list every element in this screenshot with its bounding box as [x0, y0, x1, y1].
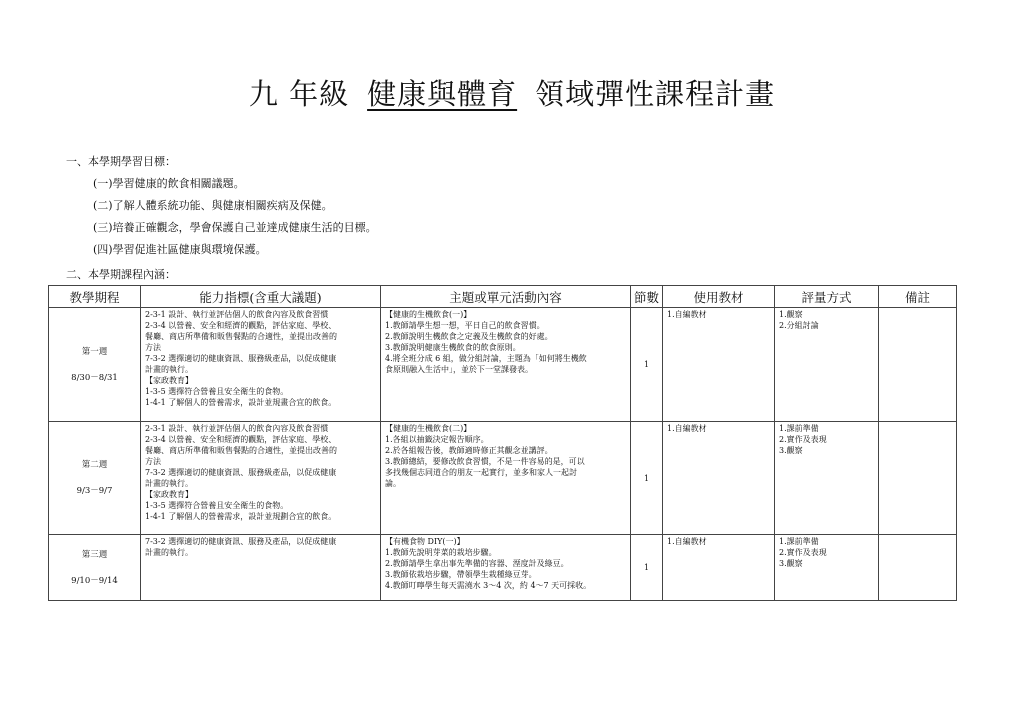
content-line: 3.教師說明健康生機飲食的飲食原則。 [385, 343, 521, 352]
goal-3: (三)培養正確觀念，學會保護自己並達成健康生活的目標。 [93, 221, 377, 234]
week-dates: 9/3－9/7 [76, 486, 113, 496]
week-dates: 9/10－9/14 [71, 575, 118, 586]
indicator-line: 2-3-4 以營養、安全和經濟的觀點，評估家庭、學校、 [145, 435, 337, 444]
title-grade: 九 年級 [248, 77, 350, 111]
content-line: 多找幾個志同道合的朋友一起實行，並多和家人一起討 [385, 468, 577, 477]
header-notes: 備註 [879, 286, 957, 308]
indicator-line: 計畫的執行。 [145, 365, 193, 374]
assessment-line: 2.分組討論 [779, 321, 819, 330]
indicator-line: 1-4-1 了解個人的營養需求，設計並規劃合宜的飲食。 [145, 512, 337, 521]
week-cell [49, 535, 141, 601]
goal-4: (四)學習促進社區健康與環境保護。 [93, 243, 267, 256]
goal-2: (二)了解人體系統功能、與健康相關疾病及保健。 [93, 199, 333, 212]
indicator-line: 餐廳、商店所準備和販售餐點的合適性，並提出改善的 [145, 332, 337, 341]
materials-cell [663, 422, 775, 535]
title-domain: 健康與體育 [367, 77, 518, 111]
indicator-line: 7-3-2 選擇適切的健康資訊、服務級產品，以促成健康 [145, 354, 337, 363]
indicators-cell [141, 535, 381, 601]
periods-cell: 1 [631, 422, 663, 535]
table-row [49, 422, 957, 535]
assessment-cell [775, 535, 879, 601]
content-line: 【健康的生機飲食(二)】 [385, 424, 472, 433]
indicator-line: 7-3-2 選擇適切的健康資訊、服務及產品，以促成健康 [145, 537, 337, 546]
header-content: 主題或單元活動內容 [381, 286, 631, 308]
section1-heading: 一、本學期學習目標： [66, 155, 176, 168]
content-cell [381, 422, 631, 535]
assessment-line: 1.課前準備 [779, 424, 819, 433]
section2-heading: 二、本學期課程內涵： [66, 268, 176, 281]
table-row [49, 308, 957, 422]
content-line: 3.教師依栽培步驟，帶領學生栽種綠豆芽。 [385, 570, 537, 579]
assessment-line: 1.課前準備 [779, 537, 819, 546]
indicator-line: 1-3-5 選擇符合營養且安全衛生的食物。 [145, 387, 289, 396]
week-cell [49, 422, 141, 535]
indicator-line: 1-4-1 了解個人的營養需求，設計並規畫合宜的飲食。 [145, 398, 337, 407]
indicator-line: 計畫的執行。 [145, 548, 193, 557]
page-title [0, 74, 1024, 114]
notes-cell [879, 308, 957, 422]
indicator-line: 7-3-2 選擇適切的健康資訊、服務級產品，以促成健康 [145, 468, 337, 477]
title-suffix: 領域彈性課程計畫 [535, 77, 776, 111]
indicator-line: 方法 [145, 343, 161, 352]
content-line: 1.教師請學生想一想，平日自己的飲食習慣。 [385, 321, 545, 330]
header-periods: 節數 [631, 286, 663, 308]
assessment-line: 1.觀察 [779, 310, 803, 319]
indicators-cell [141, 422, 381, 535]
indicator-line: 1-3-5 選擇符合營養且安全衛生的食物。 [145, 501, 289, 510]
content-line: 4.教師叮嚀學生每天需澆水 3～4 次，約 4～7 天可採收。 [385, 581, 592, 590]
header-schedule: 教學期程 [49, 286, 141, 308]
periods-cell: 1 [631, 535, 663, 601]
assessment-line: 2.實作及表現 [779, 435, 827, 444]
indicator-line: 【家政教育】 [145, 490, 193, 499]
week-dates: 8/30－8/31 [71, 372, 118, 383]
indicator-line: 2-3-4 以營養、安全和經濟的觀點，評估家庭、學校、 [145, 321, 337, 330]
assessment-cell [775, 308, 879, 422]
table-row [49, 535, 957, 601]
week-label: 第三週 [81, 549, 108, 560]
materials-line: 1.自編教材 [667, 537, 707, 546]
assessment-line: 2.實作及表現 [779, 548, 827, 557]
content-line: 論。 [385, 479, 401, 488]
content-line: 2.教師說明生機飲食之定義及生機飲食的好處。 [385, 332, 553, 341]
table-header-row [49, 286, 957, 308]
content-line: 1.各組以抽籤決定報告順序。 [385, 435, 489, 444]
indicator-line: 2-3-1 設計、執行並評估個人的飲食內容及飲食習慣 [145, 310, 329, 319]
indicators-cell [141, 308, 381, 422]
indicator-line: 計畫的執行。 [145, 479, 193, 488]
content-line: 3.教師總結，要修改飲食習慣，不是一件容易的是，可以 [385, 457, 585, 466]
materials-line: 1.自編教材 [667, 310, 707, 319]
assessment-cell [775, 422, 879, 535]
header-materials: 使用教材 [663, 286, 775, 308]
content-line: 【健康的生機飲食(一)】 [385, 310, 472, 319]
materials-line: 1.自編教材 [667, 424, 707, 433]
content-cell [381, 308, 631, 422]
materials-cell [663, 308, 775, 422]
content-line: 【有機食物 DIY(一)】 [385, 537, 465, 546]
content-line: 2.於各組報告後，教師適時修正其觀念並講評。 [385, 446, 553, 455]
notes-cell [879, 422, 957, 535]
indicator-line: 2-3-1 設計、執行並評估個人的飲食內容及飲食習慣 [145, 424, 329, 433]
week-cell [49, 308, 141, 422]
header-assessment: 評量方式 [775, 286, 879, 308]
assessment-line: 3.觀察 [779, 446, 803, 455]
week-label: 第一週 [81, 346, 108, 357]
indicator-line: 【家政教育】 [145, 376, 193, 385]
assessment-line: 3.觀察 [779, 559, 803, 568]
course-plan-table [48, 285, 957, 601]
content-line: 食原則融入生活中」，並於下一堂課發表。 [385, 365, 533, 374]
notes-cell [879, 535, 957, 601]
content-line: 1.教師先說明芽菜的栽培步驟。 [385, 548, 497, 557]
goal-1: (一)學習健康的飲食相關議題。 [93, 177, 245, 190]
indicator-line: 餐廳、商店所準備和販售餐點的合適性，並提出改善的 [145, 446, 337, 455]
indicator-line: 方法 [145, 457, 161, 466]
week-label: 第二週 [81, 460, 108, 470]
periods-cell: 1 [631, 308, 663, 422]
materials-cell [663, 535, 775, 601]
content-line: 2.教師請學生拿出事先準備的容器、溼度計及綠豆。 [385, 559, 569, 568]
header-indicators: 能力指標(含重大議題) [141, 286, 381, 308]
content-cell [381, 535, 631, 601]
content-line: 4.將全班分成 6 組，做分組討論，主題為「如何將生機飲 [385, 354, 587, 363]
